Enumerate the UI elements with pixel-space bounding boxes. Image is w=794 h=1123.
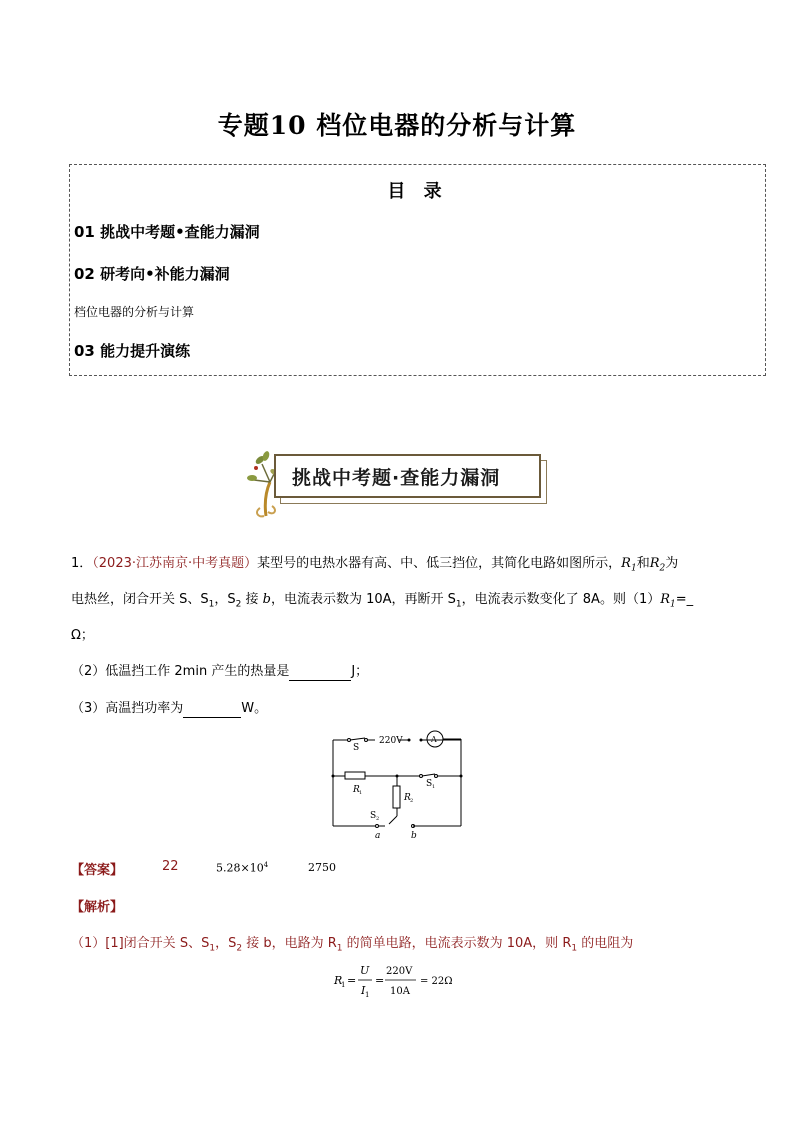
svg-text:I: I bbox=[361, 984, 366, 997]
switch-s-label: S bbox=[353, 743, 360, 753]
point-a-label: a bbox=[375, 831, 381, 841]
svg-text:=: = bbox=[375, 974, 385, 987]
question-source: （2023·江苏南京·中考真题） bbox=[92, 556, 258, 571]
svg-text:10A: 10A bbox=[390, 986, 410, 997]
question-line-4: （2）低温挡工作 2min 产生的热量是 J； bbox=[71, 664, 369, 679]
page-title: 专题10 档位电器的分析与计算 bbox=[217, 111, 577, 140]
svg-text:1: 1 bbox=[359, 790, 363, 796]
question-line-1: 1．（2023·江苏南京·中考真题）某型号的电热水器有高、中、低三挡位，其简化电路如图所示，$R_1$和$R_2$为 bbox=[71, 556, 679, 574]
svg-text:= 22Ω: = 22Ω bbox=[420, 976, 453, 987]
analysis-label: 【解析】 bbox=[71, 900, 124, 915]
section-banner bbox=[244, 446, 554, 520]
svg-text:R: R bbox=[334, 974, 343, 987]
svg-text:2: 2 bbox=[410, 798, 414, 804]
svg-text:U: U bbox=[360, 964, 370, 977]
svg-text:220V: 220V bbox=[386, 966, 413, 977]
question-line-5: （3）高温挡功率为 W。 bbox=[71, 701, 268, 716]
answer-value-1: 22 bbox=[162, 859, 179, 874]
toc-heading: 目 录 bbox=[387, 181, 448, 202]
answer-blank-2[interactable] bbox=[289, 667, 351, 681]
answer-label: 【答案】 bbox=[71, 863, 124, 878]
answer-blank-3[interactable] bbox=[183, 704, 241, 718]
r2-label: R bbox=[404, 793, 411, 803]
resistance-formula bbox=[330, 960, 470, 1000]
svg-text:2: 2 bbox=[376, 816, 380, 822]
toc-item-2[interactable]: 02 研考向•补能力漏洞 bbox=[74, 265, 230, 283]
s2-label: S bbox=[370, 811, 377, 821]
svg-text:1: 1 bbox=[432, 784, 436, 790]
table-of-contents bbox=[69, 164, 766, 376]
answer-value-3: 2750 bbox=[308, 861, 336, 874]
svg-text:1: 1 bbox=[341, 981, 346, 989]
question-line-3: Ω； bbox=[71, 628, 94, 643]
svg-text:1: 1 bbox=[365, 991, 370, 999]
r1-label: R bbox=[353, 785, 360, 795]
question-number: 1． bbox=[71, 556, 93, 571]
circuit-diagram bbox=[325, 728, 470, 846]
point-b-label: b bbox=[411, 831, 417, 841]
answer-value-2: $5.28\times 10^4$ bbox=[216, 861, 269, 875]
s1-label: S bbox=[426, 779, 433, 789]
toc-subitem-1[interactable]: 档位电器的分析与计算 bbox=[74, 305, 195, 319]
toc-item-3[interactable]: 03 能力提升演练 bbox=[74, 342, 191, 360]
ammeter-icon: A bbox=[431, 735, 437, 744]
banner-title: 挑战中考题·查能力漏洞 bbox=[292, 467, 501, 489]
analysis-text: （1）[1]闭合开关 S、$S_1$，$S_2$ 接 b，电路为 $R_1$ 的简单电路，电流表示数为 10A，则 $R_1$ 的电阻为 bbox=[71, 936, 634, 954]
toc-item-1[interactable]: 01 挑战中考题•查能力漏洞 bbox=[74, 223, 260, 241]
svg-text:=: = bbox=[347, 974, 357, 987]
question-line-2: 电热丝，闭合开关 S、$S_1$，$S_2$ 接 b，电流表示数为 10A，再断开 $S_1$，电流表示数变化了 8A。则$(1)R_1=\_$ bbox=[71, 592, 694, 610]
voltage-label: 220V bbox=[379, 736, 403, 746]
